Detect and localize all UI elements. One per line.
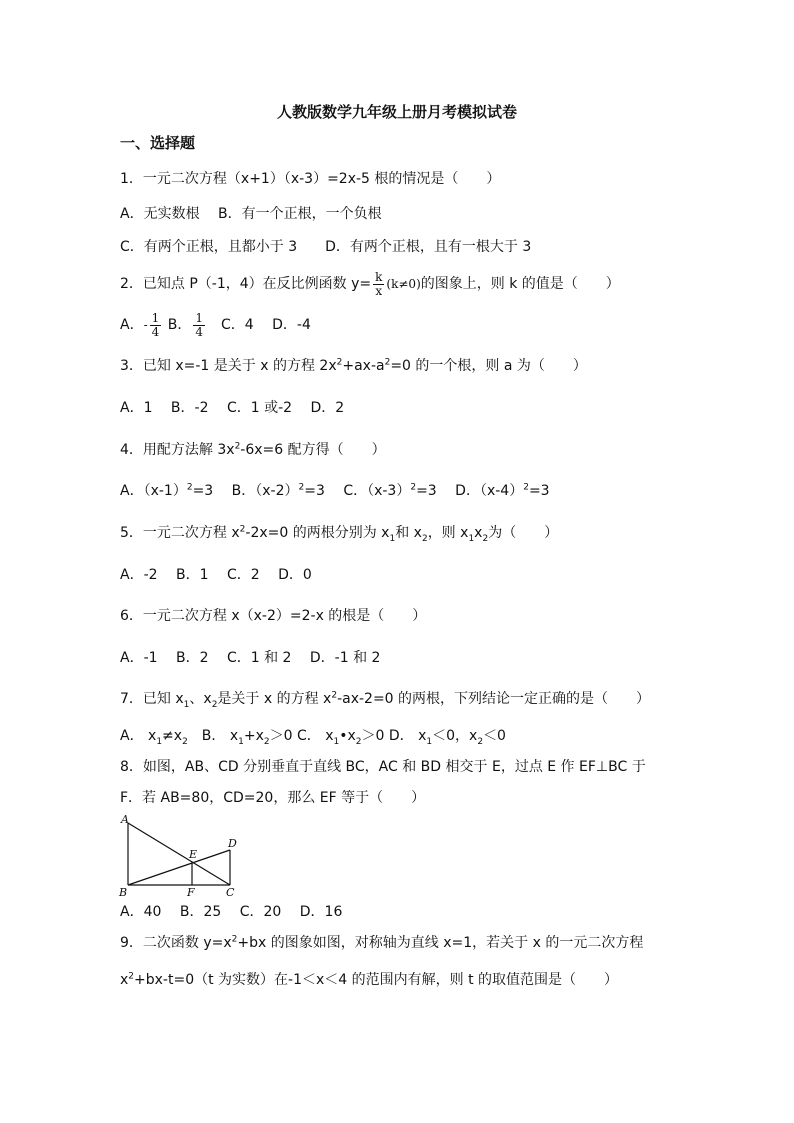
q7-option-b-mid: +x — [243, 728, 264, 744]
label-e: E — [189, 848, 198, 861]
subscript: 2 — [182, 736, 188, 747]
question-6: 6．一元二次方程 x（x-2）=2-x 的根是（ ） — [120, 608, 427, 624]
option-a-label: A． — [120, 317, 144, 333]
question-5-options: A．-2 B．1 C．2 D．0 — [120, 567, 312, 583]
q4-option-c: =3 C．（x-3） — [304, 483, 411, 499]
question-5 — [120, 523, 558, 543]
q5-text-5: x — [474, 525, 483, 541]
label-f: F — [187, 886, 195, 898]
segment-bd — [128, 850, 230, 885]
question-9-line-2 — [120, 970, 618, 990]
question-7-options — [120, 726, 506, 746]
exponent: 2 — [298, 482, 305, 493]
subscript: 2 — [263, 736, 270, 747]
question-4 — [120, 440, 386, 460]
q7-exponent: 2 — [331, 690, 338, 701]
question-9-line-1 — [120, 933, 643, 953]
q4-option-d: =3 D．（x-4） — [416, 483, 524, 499]
exponent: 2 — [410, 482, 417, 493]
q5-text-4: ，则 x — [427, 525, 469, 541]
subscript: 2 — [421, 533, 428, 544]
q7-option-b: B． x — [187, 728, 239, 744]
subscript: 2 — [355, 736, 362, 747]
q7-option-d-mid: ＜0，x — [432, 728, 478, 744]
question-8-options: A．40 B．25 C．20 D．16 — [120, 904, 343, 920]
question-1: 1．一元二次方程（x+1）（x-3）=2x-5 根的情况是（ ） — [120, 171, 501, 187]
fraction-one-quarter-negative — [150, 312, 162, 339]
question-3-options: A．1 B．-2 C．1 或-2 D．2 — [120, 400, 345, 416]
q7-text-4: -ax-2=0 的两根，下列结论一定正确的是（ ） — [337, 691, 651, 707]
q5-text-1: 5．一元二次方程 x — [120, 525, 240, 541]
question-8-line-1: 8．如图，AB、CD 分别垂直于直线 BC，AC 和 BD 相交于 E，过点 E 作 EF⊥BC 于 — [120, 759, 646, 775]
q5-exponent: 2 — [239, 524, 246, 535]
q3-text-3: =0 的一个根，则 a 为（ ） — [390, 358, 587, 374]
question-2-suffix: 的图象上，则 k 的值是（ ） — [420, 276, 620, 292]
question-8-line-2: F．若 AB=80，CD=20，那么 EF 等于（ ） — [120, 790, 426, 806]
geometry-figure — [116, 813, 246, 898]
q9-text-2: +bx 的图象如图，对称轴为直线 x=1，若关于 x 的一元二次方程 — [237, 935, 644, 951]
question-2 — [120, 270, 620, 298]
q4-option-end: =3 — [528, 483, 550, 499]
q3-exponent-2: 2 — [384, 357, 391, 368]
q5-text-3: 和 x — [395, 525, 422, 541]
question-6-options: A．-1 B．2 C．1 和 2 D．-1 和 2 — [120, 650, 381, 666]
subscript: 1 — [183, 699, 190, 710]
exponent: 2 — [523, 482, 529, 493]
q9-exponent: 2 — [231, 934, 238, 945]
q9-exponent-2: 2 — [128, 971, 135, 982]
q7-text-1: 7．已知 x — [120, 691, 184, 707]
fraction-k-over-x — [373, 271, 384, 298]
fraction-numerator: 1 — [195, 310, 203, 325]
q7-option-a: A． x — [120, 728, 157, 744]
section-heading: 一、选择题 — [120, 134, 196, 152]
subscript: 1 — [468, 533, 475, 544]
subscript: 1 — [156, 736, 163, 747]
fraction-denominator: 4 — [195, 324, 203, 339]
fraction-numerator: k — [375, 269, 383, 284]
options-c-d: C．4 D．-4 — [206, 317, 311, 333]
subscript: 2 — [477, 736, 484, 747]
q9-text-3: x — [120, 972, 129, 988]
page-title: 人教版数学九年级上册月考模拟试卷 — [276, 103, 517, 121]
q4-exponent: 2 — [234, 441, 241, 452]
q3-text-1: 3．已知 x=-1 是关于 x 的方程 2x — [120, 358, 337, 374]
q7-option-d-end: ＜0 — [483, 728, 506, 744]
q4-option-b: =3 B．（x-2） — [192, 483, 299, 499]
q7-text-2: 、x — [189, 691, 212, 707]
subscript: 2 — [482, 533, 489, 544]
q7-option-c-mid: •x — [339, 728, 356, 744]
exponent: 2 — [186, 482, 193, 493]
subscript: 2 — [211, 699, 218, 710]
question-7 — [120, 689, 650, 709]
option-b-label: B． — [163, 317, 192, 333]
fraction-numerator: 1 — [151, 310, 160, 325]
q5-text-6: 为（ ） — [488, 525, 559, 541]
fraction-one-quarter — [193, 312, 205, 339]
subscript: 1 — [333, 736, 340, 747]
question-2-prefix: 2．已知点 P（-1，4）在反比例函数 y= — [120, 276, 372, 292]
q3-text-2: +ax-a — [342, 358, 385, 374]
minus-sign: - — [143, 318, 148, 332]
q7-text-3: 是关于 x 的方程 x — [217, 691, 332, 707]
subscript: 1 — [389, 533, 396, 544]
subscript: 1 — [238, 736, 244, 747]
label-b: B — [119, 886, 128, 898]
label-c: C — [226, 886, 235, 898]
q9-text-4: +bx-t=0（t 为实数）在-1＜x＜4 的范围内有解，则 t 的取值范围是（ ） — [134, 972, 619, 988]
q9-text-1: 9．二次函数 y=x — [120, 935, 232, 951]
q5-text-2: -2x=0 的两根分别为 x — [245, 525, 390, 541]
question-2-condition: (k≠0) — [386, 277, 421, 291]
question-2-options — [120, 311, 311, 339]
question-1-options-a-b: A．无实数根 B．有一个正根，一个负根 — [120, 206, 382, 222]
fraction-denominator: x — [375, 283, 383, 298]
q4-text-1: 4．用配方法解 3x — [120, 442, 235, 458]
q4-text-2: -6x=6 配方得（ ） — [240, 442, 386, 458]
question-3 — [120, 356, 587, 376]
question-1-options-c-d: C．有两个正根，且都小于 3 D．有两个正根，且有一根大于 3 — [120, 239, 532, 255]
q3-exponent-1: 2 — [336, 357, 343, 368]
label-a: A — [121, 813, 129, 826]
q4-option-a: A．（x-1） — [120, 483, 187, 499]
q7-option-c: ＞0 C． x — [269, 728, 334, 744]
fraction-denominator: 4 — [151, 324, 160, 339]
label-d: D — [228, 837, 237, 850]
subscript: 1 — [426, 736, 433, 747]
q7-option-d: ＞0 D． x — [361, 728, 427, 744]
question-4-options — [120, 481, 550, 501]
q7-option-a-mid: ≠x — [162, 728, 183, 744]
segment-ac — [128, 823, 230, 885]
